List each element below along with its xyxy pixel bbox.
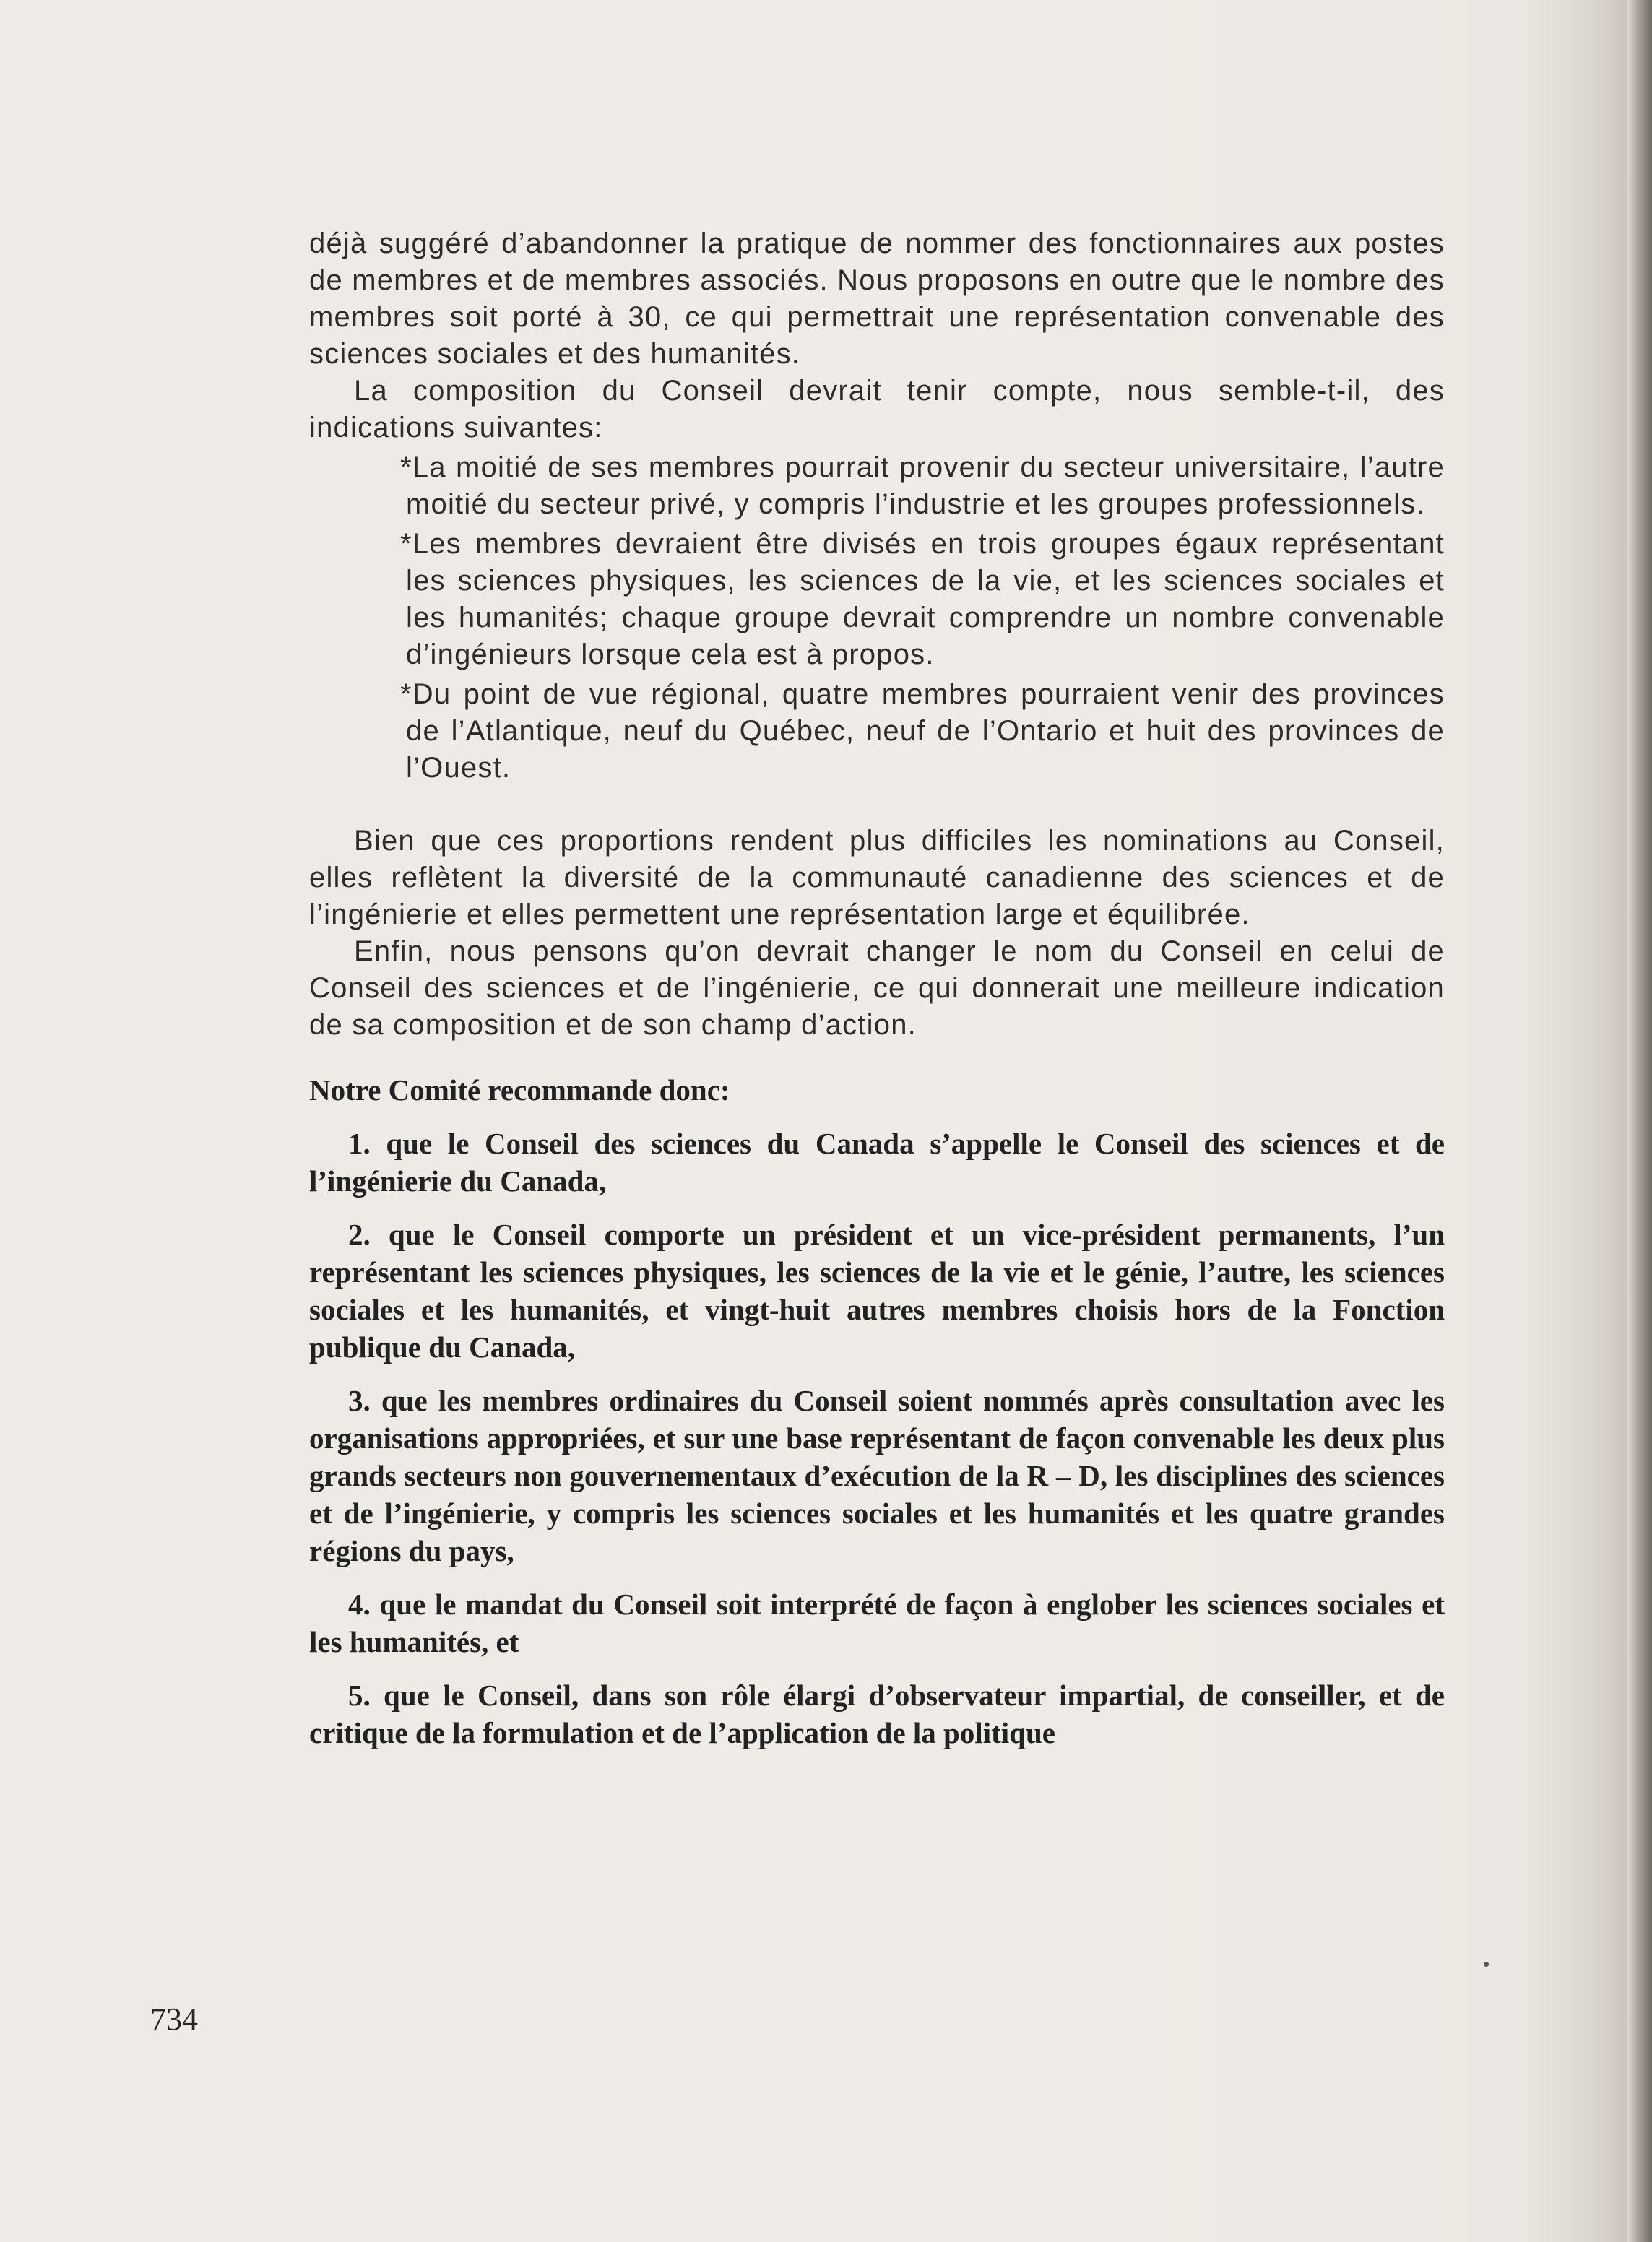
main-text [309,225,1445,1044]
recommendation-item: 4. que le mandat du Conseil soit interprété de façon à englober les sciences sociales et les humanités, et [309,1588,1445,1658]
paragraph-intro-1: déjà suggéré d’abandonner la pratique de nommer des fonctionnaires aux postes de membres et de membres associés. Nous proposons en outre que le nombre des membres soit porté à 30, ce qui permettrait une représentation convenable des sciences sociales et des humanités. [309,228,1445,370]
recommendation-item: 3. que les membres ordinaires du Conseil soient nommés après consultation avec les organisations appropriées, et sur une base représentant de façon convenable les deux plus grands secteurs non gouvernementaux d’exécution de la R – D, les disciplines des sciences et de l’ingénierie, y compris les sciences sociales et les humanités et les quatre grandes régions du pays, [309,1384,1445,1567]
paragraph-after-1: Bien que ces proportions rendent plus difficiles les nominations au Conseil, elles reflètent la diversité de la communauté canadienne des sciences et de l’ingénierie et elles permettent une représentation large et équilibrée. [309,825,1445,930]
recommendation-item: 5. que le Conseil, dans son rôle élargi d’observateur impartial, de conseiller, et de critique de la formulation et de l’application de la politique [309,1679,1445,1749]
bullet-item: *Du point de vue régional, quatre membres pourraient venir des provinces de l’Atlantique, neuf du Québec, neuf de l’Ontario et huit des provinces de l’Ouest. [400,678,1445,784]
bullet-item: *La moitié de ses membres pourrait provenir du secteur universitaire, l’autre moitié du secteur privé, y compris l’industrie et les groupes professionnels. [400,451,1445,520]
ink-speck [1484,1962,1489,1967]
paragraph-after-2: Enfin, nous pensons qu’on devrait changer le nom du Conseil en celui de Conseil des sciences et de l’ingénierie, ce qui donnerait une meilleure indication de sa composition et de son champ d’action. [309,935,1445,1041]
recommendation-item: 1. que le Conseil des sciences du Canada s’appelle le Conseil des sciences et de l’ingénierie du Canada, [309,1127,1445,1198]
recommendations-section [309,1071,1445,1752]
recommendation-heading: Notre Comité recommande donc: [309,1073,730,1107]
recommendation-item: 2. que le Conseil comporte un président et un vice-président permanents, l’un représentant les sciences physiques, les sciences de la vie et le génie, l’autre, les sciences sociales et les humanités, et vingt-huit autres membres choisis hors de la Fonction publique du Canada, [309,1218,1445,1364]
page-edge-shadow [1627,0,1652,2242]
paragraph-intro-2: La composition du Conseil devrait tenir compte, nous semble-t-il, des indications suivantes: [309,375,1445,443]
page-body [309,225,1445,1752]
page-number: 734 [150,2001,198,2037]
bullet-item: *Les membres devraient être divisés en trois groupes égaux représentant les sciences physiques, les sciences de la vie, et les sciences sociales et les humanités; chaque groupe devrait comprendre un nombre convenable d’ingénieurs lorsque cela est à propos. [400,528,1445,670]
